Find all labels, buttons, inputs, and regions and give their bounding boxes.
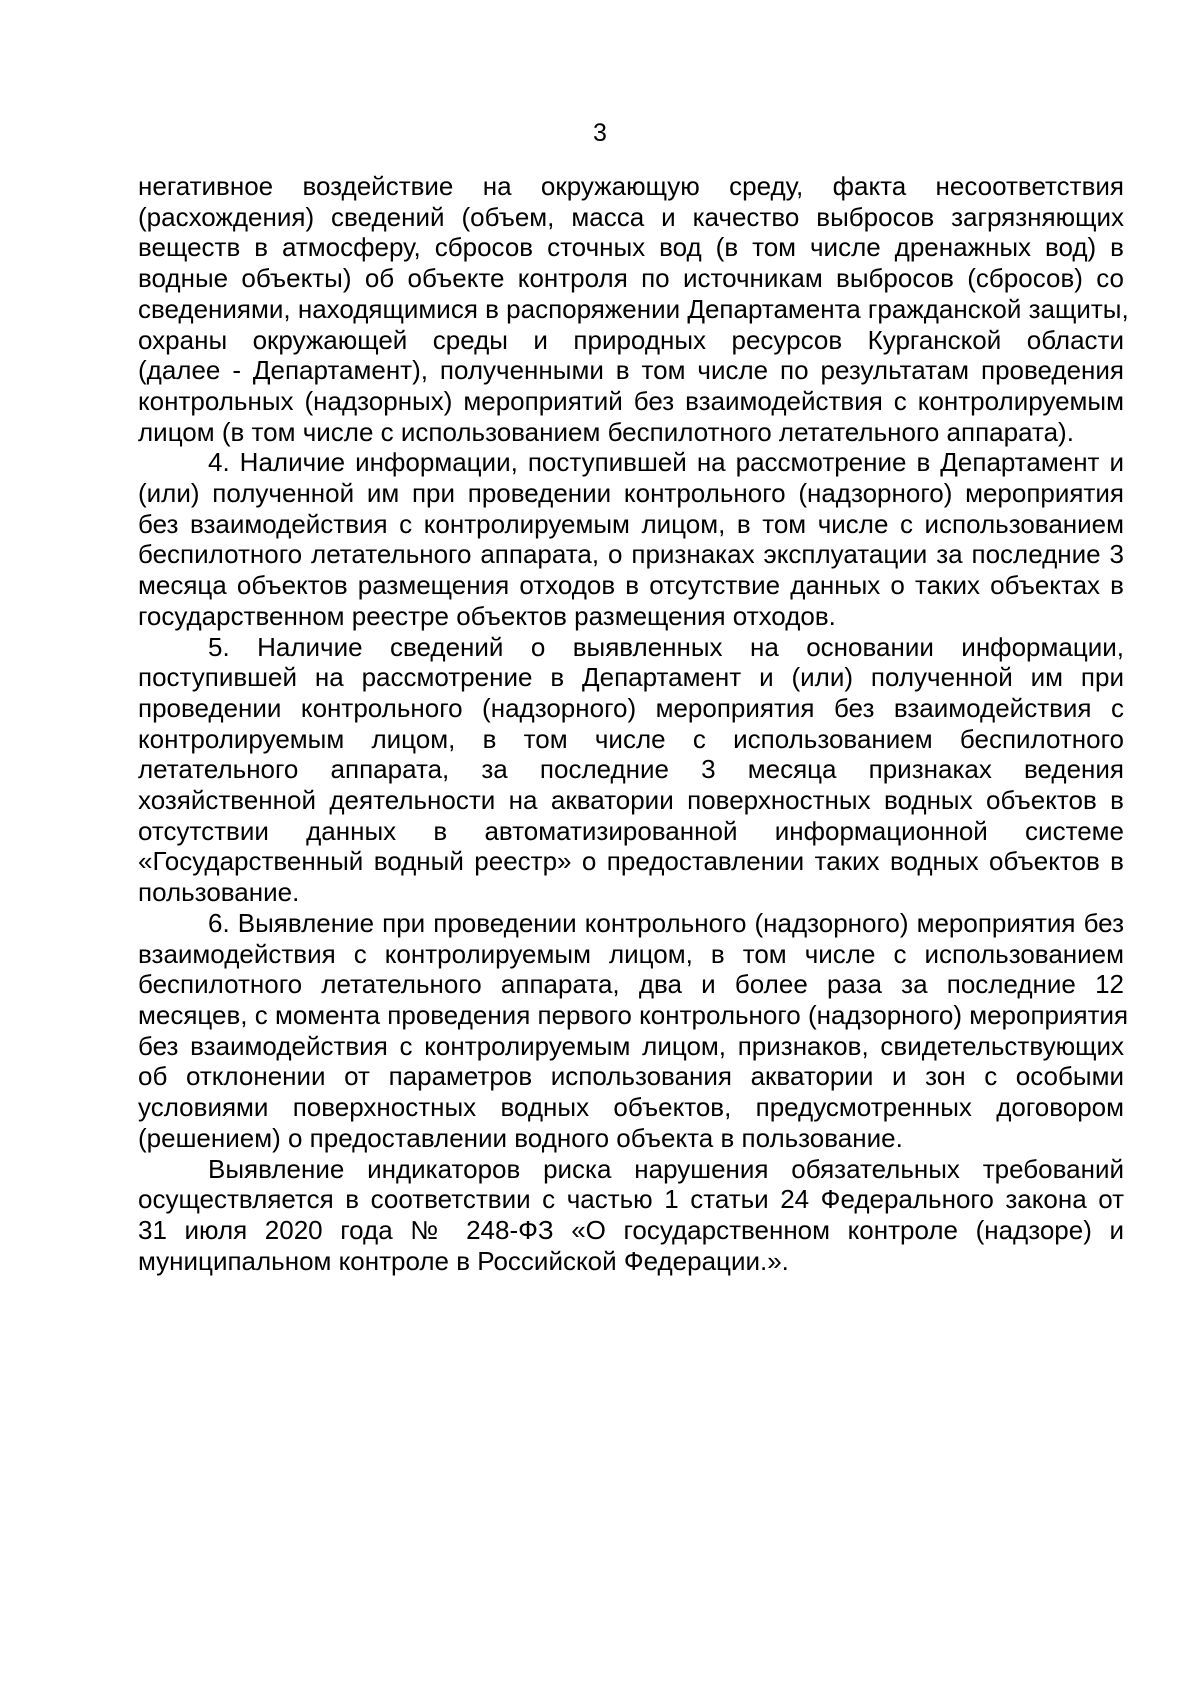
text-line: осуществляется в соответствии с частью 1 статьи 24 Федерального закона от [138, 1184, 1124, 1215]
text-line: отсутствии данных в автоматизированной информационной системе [138, 815, 1124, 846]
text-line: беспилотного летательного аппарата, о признаках эксплуатации за последние 3 [138, 539, 1124, 570]
paragraph-item-5 [138, 632, 1124, 908]
text-line: негативное воздействие на окружающую среду, факта несоответствия [138, 171, 1124, 201]
text-line: государственном реестре объектов размещения отходов. [138, 600, 836, 631]
document-body [138, 171, 1129, 1276]
paragraph-item-4 [138, 447, 1124, 631]
text-line: сведениями, находящимися в распоряжении Департамента гражданской защиты, [138, 293, 1129, 324]
text-line: месяцев, с момента проведения первого контрольного (надзорного) мероприятия [138, 999, 1129, 1030]
text-line: взаимодействия с контролируемым лицом, в том числе с использованием [138, 938, 1124, 969]
text-line: летательного аппарата, за последние 3 месяца признаках ведения [138, 754, 1124, 785]
paragraph-closing [138, 1154, 1124, 1277]
text-line: условиями поверхностных водных объектов, предусмотренных договором [138, 1092, 1124, 1123]
text-line: 6. Выявление при проведении контрольного (надзорного) мероприятия без [208, 907, 1124, 938]
text-line: (или) полученной им при проведении контрольного (надзорного) мероприятия [138, 478, 1124, 509]
paragraph-continuation [138, 171, 1129, 447]
text-line: без взаимодействия с контролируемым лицом, признаков, свидетельствующих [138, 1030, 1124, 1061]
paragraph-item-6 [138, 907, 1129, 1154]
text-line: хозяйственной деятельности на акватории поверхностных водных объектов в [138, 785, 1124, 816]
text-line: контрольных (надзорных) мероприятий без взаимодействия с контролируемым [138, 385, 1124, 416]
text-line: месяца объектов размещения отходов в отсутствие данных о таких объектах в [138, 570, 1124, 601]
text-line: без взаимодействия с контролируемым лицом, в том числе с использованием [138, 508, 1124, 539]
text-line: об отклонении от параметров использования акватории и зон с особыми [138, 1061, 1124, 1092]
text-line: проведении контрольного (надзорного) мероприятия без взаимодействия с [138, 692, 1124, 723]
text-line: контролируемым лицом, в том числе с использованием беспилотного [138, 723, 1124, 754]
text-line: охраны окружающей среды и природных ресурсов Курганской области [138, 324, 1124, 355]
text-line: поступившей на рассмотрение в Департамент и (или) полученной им при [138, 662, 1124, 693]
page-number: 3 [593, 119, 607, 147]
text-line: лицом (в том числе с использованием беспилотного летательного аппарата). [138, 416, 1074, 447]
text-line: (далее - Департамент), полученными в том числе по результатам проведения [138, 355, 1124, 386]
text-line: пользование. [138, 877, 300, 908]
text-line: Выявление индикаторов риска нарушения обязательных требований [208, 1153, 1124, 1184]
text-line: «Государственный водный реестр» о предоставлении таких водных объектов в [138, 846, 1124, 877]
text-line: 5. Наличие сведений о выявленных на основании информации, [208, 631, 1124, 662]
text-line: беспилотного летательного аппарата, два и более раза за последние 12 [138, 969, 1124, 1000]
text-line: 31 июля 2020 года № 248-ФЗ «О государственном контроле (надзоре) и [138, 1214, 1124, 1245]
text-line: веществ в атмосферу, сбросов сточных вод (в том числе дренажных вод) в [138, 232, 1124, 263]
text-line: (решением) о предоставлении водного объекта в пользование. [138, 1122, 903, 1153]
text-line: водные объекты) об объекте контроля по источникам выбросов (сбросов) со [138, 263, 1124, 294]
text-line: 4. Наличие информации, поступившей на рассмотрение в Департамент и [208, 447, 1124, 478]
text-line: муниципальном контроле в Российской Федерации.». [138, 1245, 789, 1276]
text-line: (расхождения) сведений (объем, масса и качество выбросов загрязняющих [138, 201, 1124, 232]
